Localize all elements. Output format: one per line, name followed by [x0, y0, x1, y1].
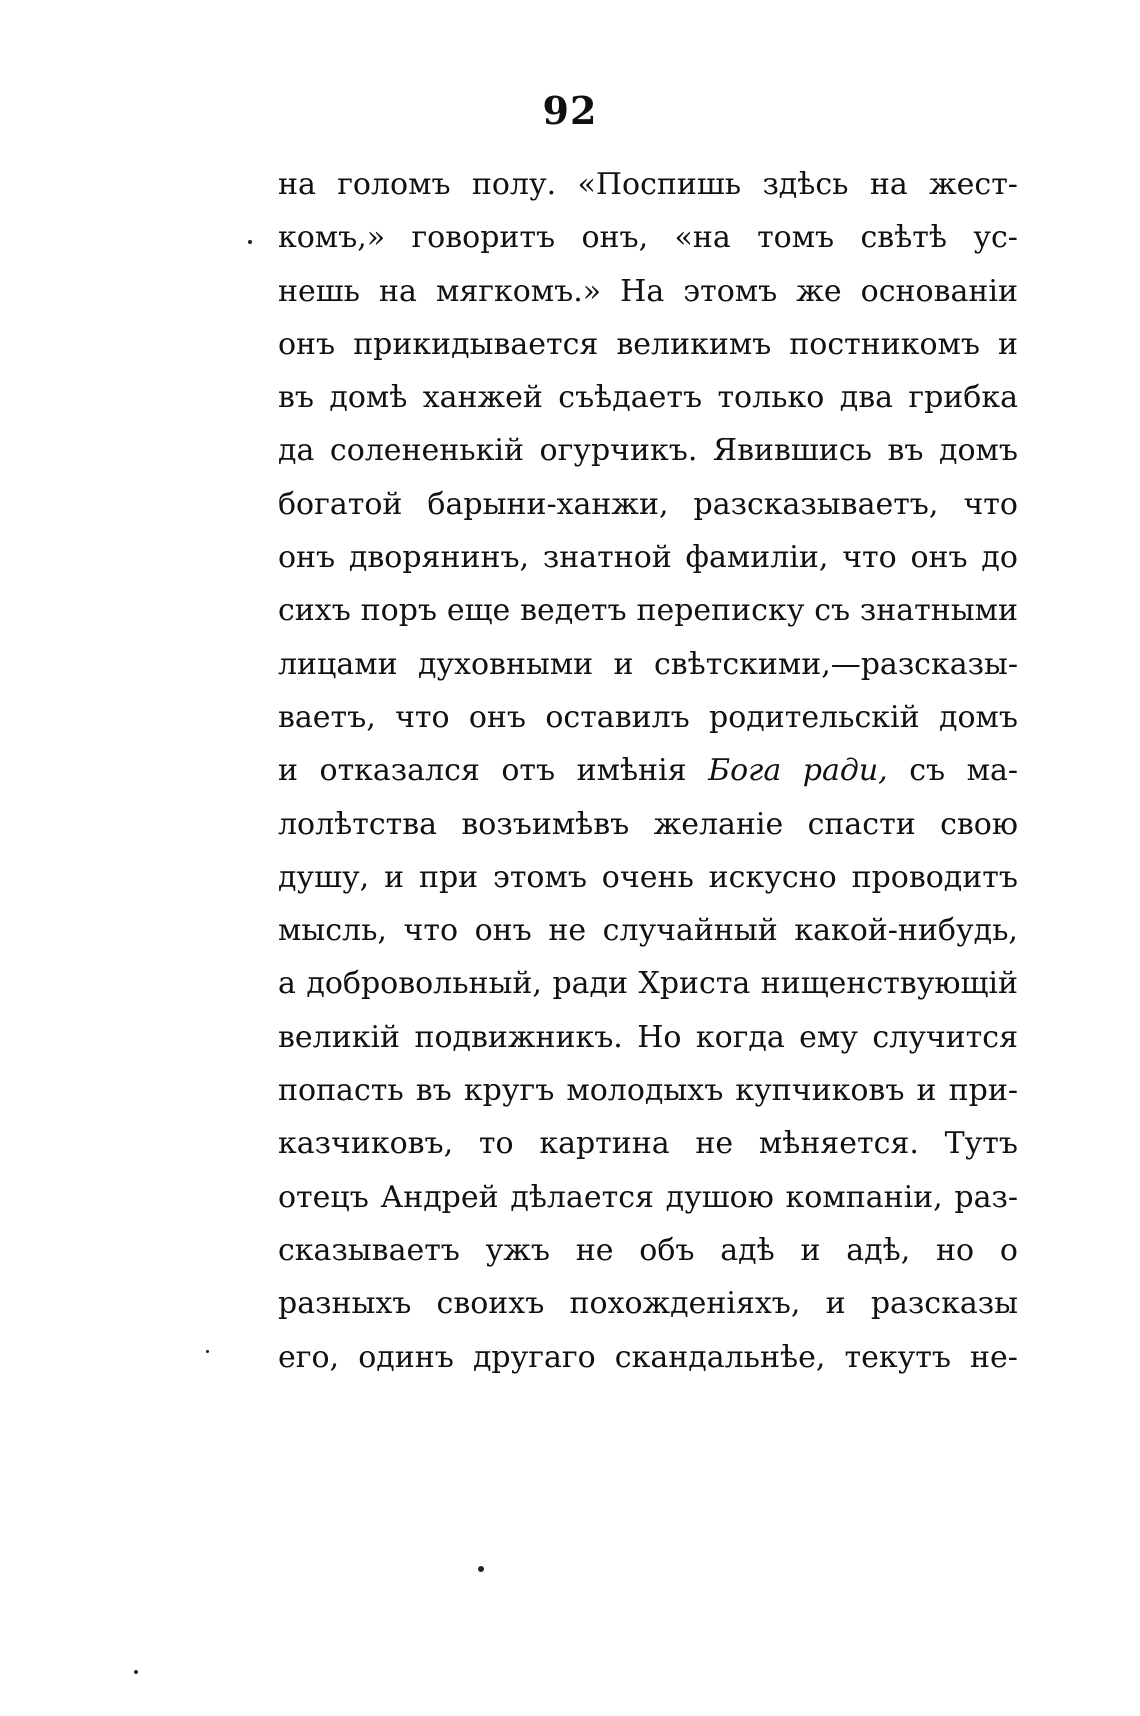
- text-line: сихъ поръ еще ведетъ переписку съ знатными: [278, 593, 1018, 629]
- text-line: сказываетъ ужъ не объ адѣ и адѣ, но о: [278, 1232, 1018, 1268]
- text-line: онъ дворянинъ, знатной фамиліи, что онъ до: [278, 540, 1018, 576]
- text-line: лицами духовными и свѣтскими,—разсказы-: [278, 646, 1018, 682]
- text-line: да солененькій огурчикъ. Явившись въ домъ: [278, 433, 1018, 469]
- text-line: великій подвижникъ. Но когда ему случится: [278, 1019, 1018, 1055]
- margin-speck: [248, 240, 252, 244]
- text-line: его, одинъ другаго скандальнѣе, текутъ не-: [278, 1339, 1018, 1375]
- text-line: ваетъ, что онъ оставилъ родительскій домъ: [278, 699, 1018, 735]
- text-line: въ домѣ ханжей съѣдаетъ только два грибка: [278, 380, 1018, 416]
- text-line: на голомъ полу. «Поспишь здѣсь на жест-: [278, 167, 1018, 202]
- text-line: душу, и при этомъ очень искусно проводитъ: [278, 859, 1018, 895]
- margin-speck: [478, 1566, 484, 1572]
- page-number: 92: [542, 88, 598, 133]
- margin-speck: [134, 1670, 138, 1674]
- text-line: богатой барыни-ханжи, разсказываетъ, что: [278, 486, 1018, 522]
- text-line: разныхъ своихъ похожденіяхъ, и разсказы: [278, 1286, 1018, 1322]
- text-line: а добровольный, ради Христа нищенствующій: [278, 966, 1018, 1002]
- text-line: лолѣтства возъимѣвъ желаніе спасти свою: [278, 806, 1018, 842]
- margin-speck: [206, 1350, 209, 1353]
- text-line: казчиковъ, то картина не мѣняется. Тутъ: [278, 1126, 1018, 1162]
- text-line: попасть въ кругъ молодыхъ купчиковъ и при-: [278, 1073, 1018, 1109]
- text-line: мысль, что онъ не случайный какой-нибудь,: [278, 913, 1018, 949]
- text-line: нешь на мягкомъ.» На этомъ же основаніи: [278, 273, 1018, 309]
- text-line: комъ,» говоритъ онъ, «на томъ свѣтѣ ус-: [278, 220, 1018, 256]
- body-text: [278, 158, 1018, 1384]
- text-line: отецъ Андрей дѣлается душою компаніи, раз-: [278, 1179, 1018, 1215]
- text-line: онъ прикидывается великимъ постникомъ и: [278, 326, 1018, 362]
- text-line: и отказался отъ имѣнія Бога ради, съ ма-: [278, 753, 1018, 789]
